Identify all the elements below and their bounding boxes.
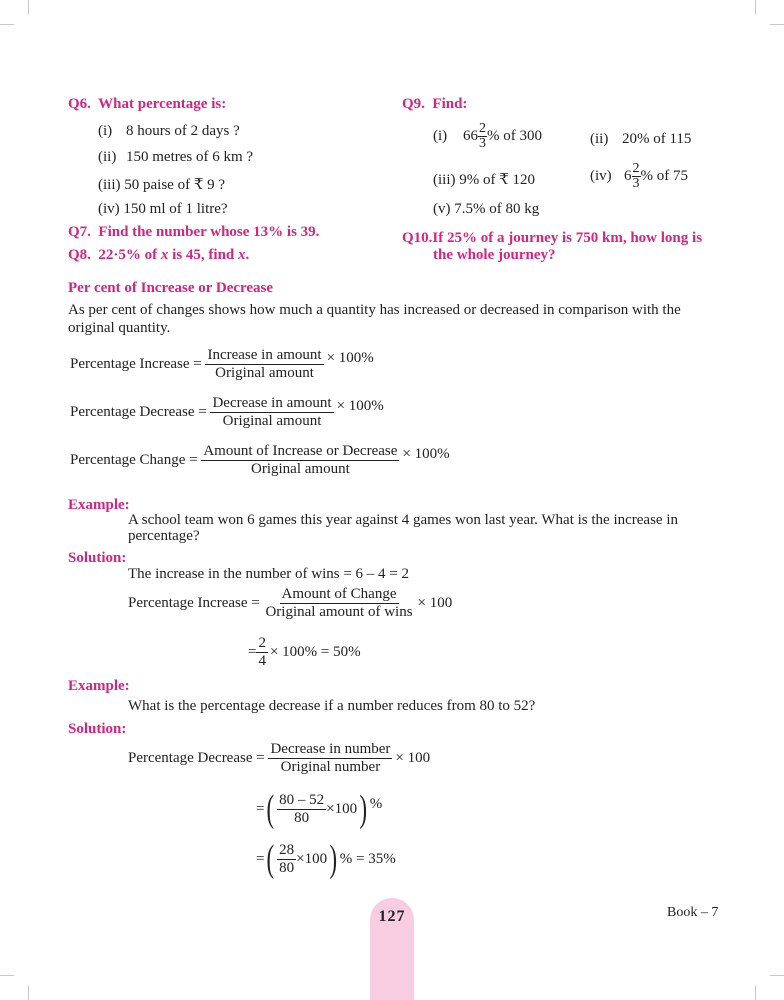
crop-mark bbox=[28, 0, 29, 14]
crop-mark bbox=[0, 24, 14, 25]
solution2-step1: = ( $\frac{80 - 52}{80}$ ×100 ) % bbox=[256, 788, 383, 830]
solution2-formula: Percentage Decrease = $\frac{\text{Decrease in number}}{\text{Original number}}$ × 100 bbox=[128, 741, 431, 775]
example1-line2: percentage? bbox=[128, 528, 200, 544]
fraction: $\frac{\text{Increase in amount}}{\text{Original amount}}$ bbox=[207, 347, 322, 381]
q6-item-iv: (iv) 150 ml of 1 litre? bbox=[98, 201, 228, 217]
formula-decrease: Percentage Decrease = $\frac{\text{Decrease in amount}}{\text{Original amount}}$ × 100% bbox=[70, 395, 384, 429]
fraction: $\frac{2}{3}$ bbox=[632, 161, 640, 191]
section-heading: Per cent of Increase or Decrease bbox=[68, 280, 274, 296]
crop-mark bbox=[755, 986, 756, 1000]
fraction: $\frac{80 - 52}{80}$ bbox=[279, 791, 325, 826]
section-intro-line2: original quantity. bbox=[68, 320, 171, 336]
left-paren: ( bbox=[267, 838, 275, 880]
crop-mark bbox=[770, 975, 784, 976]
q9-item-v: (v) 7.5% of 80 kg bbox=[433, 201, 540, 217]
fraction: $\frac{2}{4}$ bbox=[258, 635, 266, 669]
fraction: $\frac{\text{Decrease in amount}}{\text{Original amount}}$ bbox=[212, 395, 332, 429]
q6-item-iii: (iii) 50 paise of ₹ 9 ? bbox=[98, 177, 226, 193]
formula-increase: Percentage Increase = $\frac{\text{Increase in amount}}{\text{Original amount}}$ × 100% bbox=[70, 347, 374, 381]
q9-item-ii: (ii) 20% of 115 bbox=[590, 131, 692, 147]
q6-heading bbox=[68, 96, 226, 113]
formula-change: Percentage Change = $\frac{\text{Amount of Increase or Decrease}}{\text{Original amount}}$ × 100% bbox=[70, 443, 450, 477]
page-number: 127 bbox=[378, 908, 406, 925]
q6-item-ii: (ii) 150 metres of 6 km ? bbox=[98, 149, 254, 165]
solution1-step1: The increase in the number of wins = 6 – 4 = 2 bbox=[128, 566, 410, 582]
q6-item-i: (i) 8 hours of 2 days ? bbox=[98, 123, 240, 139]
fraction: $\frac{\text{Amount of Increase or Decrease}}{\text{Original amount}}$ bbox=[203, 443, 398, 477]
solution1-formula: Percentage Increase = $\frac{\text{Amount of Change}}{\text{Original amount of wins}}$ × 100 bbox=[128, 586, 453, 620]
book-label: Book – 7 bbox=[667, 905, 719, 920]
solution2-step2: = ( $\frac{28}{80}$ ×100 ) % = 35% bbox=[256, 838, 396, 880]
right-paren: ) bbox=[329, 838, 338, 880]
right-paren: ) bbox=[359, 788, 368, 830]
q10-line2: the whole journey? bbox=[433, 247, 556, 263]
page-number-tab bbox=[370, 898, 414, 1000]
q6-title: What percentage is: bbox=[98, 96, 227, 112]
q9-heading: Q9. Find: bbox=[402, 96, 468, 112]
fraction: $\frac{\text{Decrease in number}}{\text{Original number}}$ bbox=[270, 741, 391, 775]
section-intro-line1: As per cent of changes shows how much a quantity has increased or decreased in comparison with the bbox=[68, 302, 681, 318]
solution1-heading: Solution: bbox=[68, 550, 127, 566]
example1-heading: Example: bbox=[68, 497, 130, 513]
solution1-step2: = $\frac{2}{4}$ × 100% = 50% bbox=[248, 635, 361, 669]
q9-item-iii: (iii) 9% of ₹ 120 bbox=[433, 172, 536, 188]
q8: Q8. 22·5% of x is 45, find x. bbox=[68, 247, 250, 263]
fraction: $\frac{\text{Amount of Change}}{\text{Original amount of wins}}$ bbox=[265, 586, 413, 620]
crop-mark bbox=[0, 975, 14, 976]
example2-heading: Example: bbox=[68, 678, 130, 694]
example1-line1: A school team won 6 games this year against 4 games won last year. What is the increase in bbox=[128, 512, 678, 528]
q6-number: Q6. bbox=[68, 96, 91, 112]
crop-mark bbox=[28, 986, 29, 1000]
q7: Q7. Find the number whose 13% is 39. bbox=[68, 224, 320, 240]
left-paren: ( bbox=[267, 788, 275, 830]
crop-mark bbox=[755, 0, 756, 14]
q9-item-i: (i) 66 $\frac{2}{3}$ % of 300 bbox=[433, 121, 542, 151]
q10: Q10.If 25% of a journey is 750 km, how long is bbox=[402, 230, 703, 246]
q9-item-iv: (iv) 6 $\frac{2}{3}$ % of 75 bbox=[590, 161, 688, 191]
fraction: $\frac{2}{3}$ bbox=[479, 121, 486, 151]
solution2-heading: Solution: bbox=[68, 721, 127, 737]
crop-mark bbox=[770, 24, 784, 25]
fraction: $\frac{28}{80}$ bbox=[279, 841, 295, 876]
example2-line1: What is the percentage decrease if a number reduces from 80 to 52? bbox=[128, 698, 536, 714]
